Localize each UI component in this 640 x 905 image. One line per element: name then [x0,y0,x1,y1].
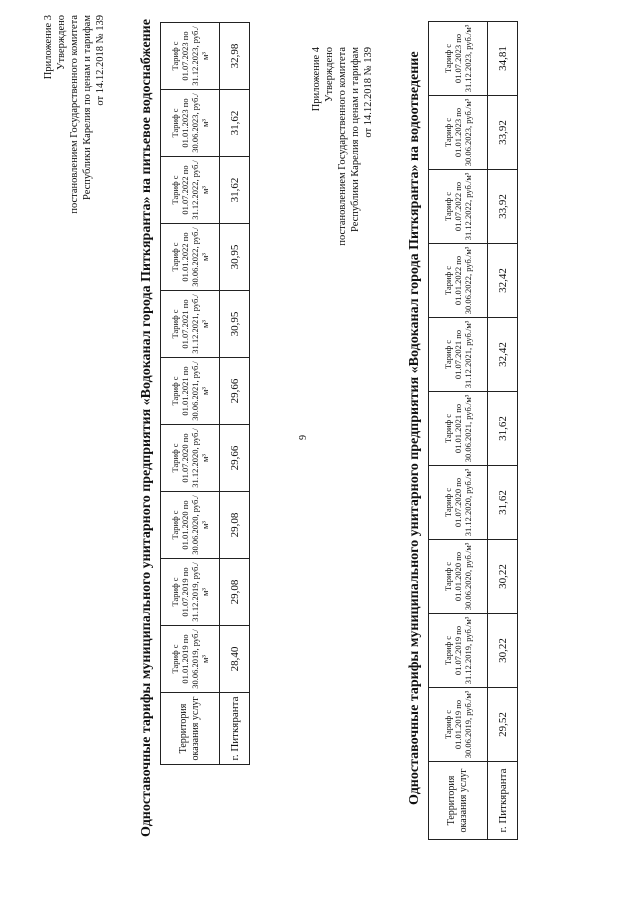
tariff-value: 33,92 [488,96,518,170]
territory-header: Территория оказания услуг [161,693,220,765]
tariff-value: 30,95 [220,224,250,291]
tariff-value: 31,62 [220,90,250,157]
period-header: Тариф с 01.07.2019 по 31.12.2019, руб./м³ [161,559,220,626]
appendix-3-line: постановлением Государственного комитета [69,15,80,214]
water-supply-tariff-table [160,22,250,765]
period-header: Тариф с 01.07.2022 по 31.12.2022, руб./м³ [429,170,488,244]
period-header: Тариф с 01.01.2020 по 30.06.2020, руб./м³ [161,492,220,559]
appendix-3-line: от 14.12.2018 № 139 [95,15,106,106]
period-header: Тариф с 01.01.2019 по 30.06.2019, руб./м³ [161,626,220,693]
page-number: 9 [298,435,309,440]
period-header: Тариф с 01.01.2019 по 30.06.2019, руб./м³ [429,688,488,762]
tariff-value: 33,92 [488,170,518,244]
table-2-title: Одноставочные тарифы муниципального унитарного предприятия «Водоканал города Питкяранта» на водоотведение [407,51,422,805]
period-header: Тариф с 01.07.2023 по 31.12.2023, руб./м³ [429,22,488,96]
appendix-4-line: Утверждено [324,47,335,102]
period-header: Тариф с 01.07.2020 по 31.12.2020, руб./м³ [161,425,220,492]
tariff-value: 34,81 [488,22,518,96]
appendix-3-header [42,15,107,345]
appendix-4-line: постановлением Государственного комитета [337,47,348,246]
territory-cell: г. Питкяранта [220,693,250,765]
period-header: Тариф с 01.01.2022 по 30.06.2022, руб./м³ [161,224,220,291]
appendix-4-line: Приложение 4 [311,47,322,112]
tariff-value: 32,98 [220,23,250,90]
period-header: Тариф с 01.01.2023 по 30.06.2023, руб./м³ [429,96,488,170]
appendix-4-line: Республики Карелия по ценам и тарифам [350,47,361,232]
period-header: Тариф с 01.01.2021 по 30.06.2021, руб./м³ [161,358,220,425]
period-header: Тариф с 01.01.2020 по 30.06.2020, руб./м³ [429,540,488,614]
table-row [488,22,518,840]
tariff-value: 28,40 [220,626,250,693]
tariff-value: 32,42 [488,244,518,318]
tariff-value: 29,66 [220,425,250,492]
wastewater-tariff-table [428,21,518,840]
tariff-value: 31,62 [488,466,518,540]
tariff-value: 29,08 [220,559,250,626]
appendix-4-header [310,47,375,377]
period-header: Тариф с 01.07.2023 по 31.12.2023, руб./м³ [161,23,220,90]
period-header: Тариф с 01.01.2023 по 30.06.2023, руб./м³ [161,90,220,157]
table-row [220,23,250,765]
tariff-value: 30,22 [488,614,518,688]
period-header: Тариф с 01.01.2021 по 30.06.2021, руб./м³ [429,392,488,466]
appendix-3-line: Приложение 3 [43,15,54,80]
period-header: Тариф с 01.07.2022 по 31.12.2022, руб./м³ [161,157,220,224]
tariff-value: 29,66 [220,358,250,425]
appendix-3-line: Утверждено [56,15,67,70]
tariff-value: 32,42 [488,318,518,392]
tariff-value: 30,95 [220,291,250,358]
period-header: Тариф с 01.01.2022 по 30.06.2022, руб./м³ [429,244,488,318]
territory-cell: г. Питкяранта [488,762,518,840]
period-header: Тариф с 01.07.2019 по 31.12.2019, руб./м³ [429,614,488,688]
period-header: Тариф с 01.07.2021 по 31.12.2021, руб./м³ [161,291,220,358]
appendix-4-line: от 14.12.2018 № 139 [363,47,374,138]
table-1-title: Одноставочные тарифы муниципального унитарного предприятия «Водоканал города Питкяранта» на питьевое водоснабжение [139,19,154,837]
territory-header: Территория оказания услуг [429,762,488,840]
tariff-value: 30,22 [488,540,518,614]
appendix-3-line: Республики Карелия по ценам и тарифам [82,15,93,200]
period-header: Тариф с 01.07.2020 по 31.12.2020, руб./м³ [429,466,488,540]
tariff-value: 31,62 [488,392,518,466]
tariff-value: 29,52 [488,688,518,762]
tariff-value: 31,62 [220,157,250,224]
tariff-value: 29,08 [220,492,250,559]
period-header: Тариф с 01.07.2021 по 31.12.2021, руб./м³ [429,318,488,392]
